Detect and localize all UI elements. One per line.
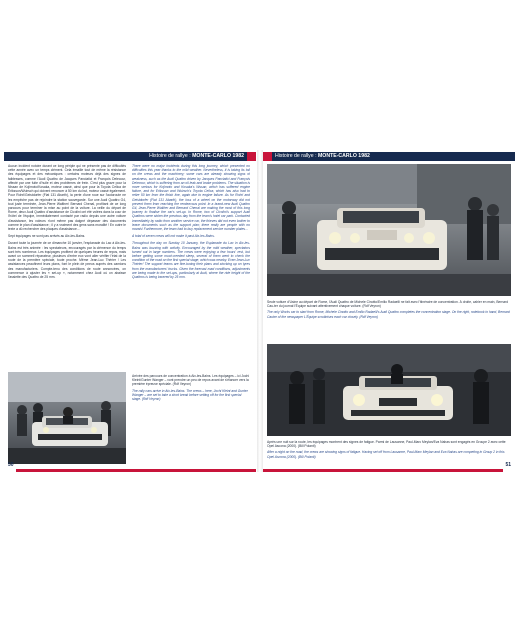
right-caption1-english: The only Works car to start from Rome, Michele Cinotto and Emilio Radaelli's Audi Quattro completes the concentration stage. On the right, notebook in hand, Bernard Cauter of the newspaper L'Équipe scrutinises each car closely. (Rdf Veyron) [267,310,510,319]
right-caption2-french: Après une nuit sur la route, les équipages montrent des signes de fatigue. Parmi de Lausanne, Paul-Marc Meylan/Eva Nahas sont engagés en Groupe 2 avec cette Opel Ascona (2000). (Bill Polanti) [267,440,506,449]
right-page-number: 51 [505,462,511,468]
right-caption2-english: After a night on the road, the crews are showing signs of fatigue. Having set off from Lausanne, Paul-Marc Meylan and Eva Nahas are competing in Group 2 in this Opel Ascona (2000). (Bill Polanti) [267,450,505,459]
left-body-fr-p3: Durant toute la journée de ce dimanche 10 janvier, l'esplanade du Lac à Aix-les-Bains est très animée : les spectateurs, encouragés par la clémence du temps sont très nombreux. Les équipages profitent de quelques heures de repos, mais avant un sommeil réparateur, plusieurs d'entre eux vont aller vérifier l'état de la route de la première spéciale, toute proche. Même Jean-Luc Thérier ! Les assistances peaufinent leurs plans, font le plein de pneus auprès des camions des manufacturiers. Compte-tenu des conditions de route annoncées, on commence à ajuster les « set-up », notamment chez Audi où on abaisse l'assiette des Quattro de 25 mm. [8,241,126,280]
left-page-header [4,152,256,161]
right-page-header [263,152,515,161]
right-header-rally-name: MONTE-CARLO 1982 [317,153,370,159]
left-header-rally-name: MONTE-CARLO 1982 [192,153,244,159]
left-bottom-bar [16,469,256,472]
right-bottom-bar [263,469,503,472]
left-header-accent [247,152,256,161]
right-caption1-french: Seule voiture d'Usine au départ de Rome, l'Audi Quattro de Michele Cinotto/Emilio Radaelli ne fait avec l'itinéraire de concentration. À droite, cahier en main, Bernard Cau-ter du journal l'Équipe suivant attentivement chaque voiture. (Rdf Veyron) [267,300,509,309]
right-top-photo-caption [267,300,511,340]
left-caption-french: Arrivée des parcours de concentration à Aix-les-Bains. Les équipages – ici Jochi Kleint/Gunter Wanger – vont prendre un peu de repos avant de s'élancer vers la première épreuve spéciale. (Rdf Veyron) [132,374,250,387]
left-body-en-p1: There were no major incidents during this long journey, which presented no difficulties this year thanks to the mild weather. Nevertheless, it is taking its toll on the crews and the machinery; some cars are already showing signs of weakness, such as the Audi Quattro driven by Jacques Panciatici and François Delecour, which is suffering from an oil leak and brake problems. The situation is more serious for Kojimoto and Kosaka's Nissan, which has suffered engine failure, and for Eriksson and Wuirsch's Toyota Celica, which has also had to retire 50 km from the finish line, again due to engine failure. As for Rohrl and Geistdorfer (Fiat 131 Abarth), the loss of a wheel on the motorway did not prevent them from reaching the rendezvous point. In a brand-new Audi Quattro G4, Jean-Pierre Walther and Bernard Chenal are making the most of this long journey to finalise the car's set-up. In Rome, two of Cicolini's support Audi Quattros were stolen the previous day from the team's hotel car park. Contacted immediately by radio from another service car, the thieves did not even bother to leave documents such as the support plan; there really are people with no morals! Furthermore, the team had to buy replacement service number plates... [132,164,250,232]
left-page-number: 50 [8,462,14,468]
left-header-title [149,153,244,159]
audi-quattro-rome-photo [267,164,511,296]
left-body-en-p2: A total of seven crews will not make it past Aix-les-Bains. [132,234,215,239]
left-photo-caption [132,374,250,454]
left-header-prefix: Histoire de rallye : [149,153,191,159]
left-caption-english: The rally cars arrive in Aix-les-Bains. The crews – here, Jochi Kleint and Gunter Wanger – are set to take a short break before setting off for the first special stage. (Rdf Veyron) [132,388,248,402]
right-header-accent [263,152,272,161]
left-page [4,152,256,472]
right-header-title [275,153,370,159]
left-body-fr-p2: Sept équipages ne sont pas arrivés au Aix-les-Bains. [8,234,86,239]
right-header-prefix: Histoire de rallye : [275,153,317,159]
opel-ascona-night-photo [267,344,511,436]
left-body-fr-p1: Aucun incident notoire durant ce long périple qui ne présente pas de difficultés cette année avec un temps clément. Cela émaille tout de même la résistance des équipages et des mécaniques : certains moteurs déjà des signes de faiblesses, comme l'Audi Quattro de Jacques Panciatici et François Delecour, affecté par une fuite d'huile et des problèmes de frein. C'est plus grave pour la Nissan de Kojimoto/Kosaka, moteur cassé, ainsi que pour la Toyota Celica de Eriksson/Wuirsch qui doivent renoncer à 50 km du but, moteur cassé également. Pour Rohrl/Geistdorfer (Fiat 131 Abarth), la perte d'une roue sur l'autoroute ne les empêche pas de rejoindre la station sauvegarde. Sur une Audi Quattro G4, tout juste terminée, Jean-Pierre Walther/ Bernard Chenal, profitant de ce long parcours pour terminer la mise au point de la voiture. La veille du départ de Rome, deux Audi Quattro d'assistance de Cicolini ont été volées dans la cour de l'hôtel de l'équipe, immédiatement contacté par radio depuis une autre voiture d'assistance, les voleurs n'ont même pas daigné dépasser des documents comme le plan d'assistance ; il y a vraiment des gens sans moralité ! En outre le texte a dû rechercher des plaques d'assistance... [8,164,126,232]
left-body-french [8,164,126,369]
right-bottom-photo-caption [267,440,511,466]
left-body-english [132,164,250,369]
right-page [263,152,515,472]
left-body-en-p3: Throughout the day on Sunday 10 January, the Esplanade du Lac in Aix-les-Bains was buzzing with activity. Encouraged by the mild weather, spectators turned out in large numbers. The crews were enjoying a few hours' rest, but before getting some much-needed sleep, several of them went to check the condition of the road on the first special stage, which was nearby. Even Jean-Luc Thérier! The support teams are fine-tuning their plans and stocking up on tyres from the manufacturers' trucks. Given the forecast road conditions, adjustments are being made to the set-ups, particularly at Audi, where the ride height of the Quattros is being lowered by 25 mm. [132,241,250,280]
aix-les-bains-arrival-photo [8,372,126,464]
